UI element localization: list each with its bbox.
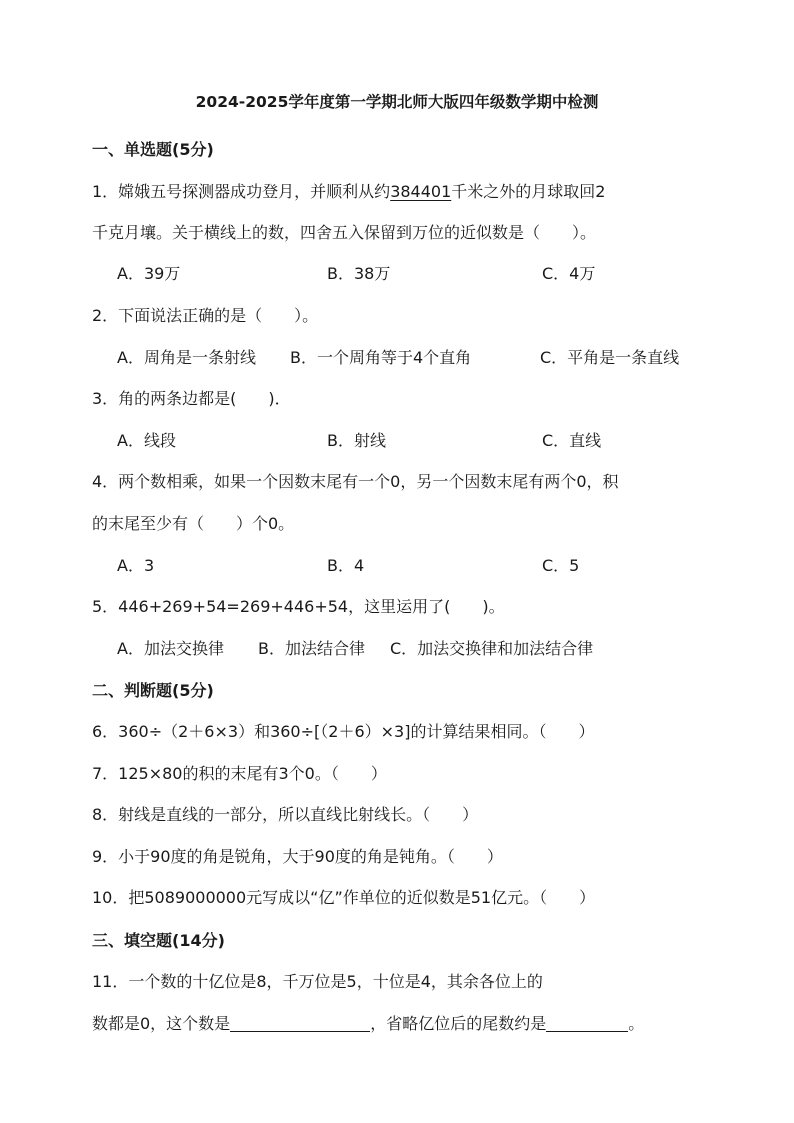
question-11-line-2 <box>92 1011 644 1034</box>
question-11-text-b: ，省略亿位后的尾数约是 <box>370 1014 547 1033</box>
question-3-stem: 3．角的两条边都是( )． <box>92 389 291 408</box>
question-11-text-a: 数都是0，这个数是 <box>92 1014 231 1033</box>
question-5-option-c[interactable]: C．加法交换律和加法结合律 <box>390 639 594 658</box>
question-2-option-a[interactable]: A．周角是一条射线 <box>117 348 256 367</box>
question-4-option-a[interactable]: A．3 <box>117 556 155 575</box>
question-11-text-c: 。 <box>628 1014 645 1033</box>
question-3-option-b[interactable]: B．射线 <box>327 431 386 450</box>
section-heading-true-false: 二、判断题(5分) <box>92 681 214 700</box>
question-2-stem: 2．下面说法正确的是（ ）。 <box>92 306 319 325</box>
question-7: 7．125×80的积的末尾有3个0。（ ） <box>92 764 387 783</box>
section-heading-single-choice: 一、单选题(5分) <box>92 140 214 159</box>
question-4-line-2: 的末尾至少有（ ）个0。 <box>92 514 295 533</box>
question-1-option-a[interactable]: A．39万 <box>117 264 181 283</box>
question-3-option-c[interactable]: C．直线 <box>542 431 602 450</box>
section-heading-fill-in: 三、填空题(14分) <box>92 931 225 950</box>
question-1-line-1 <box>92 179 605 202</box>
question-3-option-a[interactable]: A．线段 <box>117 431 176 450</box>
question-10: 10．把5089000000元写成以“亿”作单位的近似数是51亿元。（ ） <box>92 888 596 907</box>
page-title: 2024-2025学年度第一学期北师大版四年级数学期中检测 <box>195 93 599 111</box>
answer-blank-approximation[interactable] <box>546 1015 628 1032</box>
question-6: 6．360÷（2＋6×3）和360÷[（2＋6）×3]的计算结果相同。（ ） <box>92 722 595 741</box>
question-4-line-1: 4．两个数相乘，如果一个因数末尾有一个0，另一个因数末尾有两个0，积 <box>92 472 619 491</box>
question-1-option-c[interactable]: C．4万 <box>542 264 596 283</box>
question-1-line-2: 千克月壤。关于横线上的数，四舍五入保留到万位的近似数是（ ）。 <box>92 223 597 242</box>
question-9: 9．小于90度的角是锐角，大于90度的角是钝角。（ ） <box>92 847 503 866</box>
question-2-option-c[interactable]: C．平角是一条直线 <box>540 348 680 367</box>
question-8: 8．射线是直线的一部分，所以直线比射线长。（ ） <box>92 805 479 824</box>
question-1-text-pre: 1．嫦娥五号探测器成功登月，并顺利从约 <box>92 182 391 201</box>
question-1-underlined-number: 384401 <box>390 182 452 201</box>
question-1-text-post: 千米之外的月球取回2 <box>451 182 606 201</box>
answer-blank-number[interactable] <box>230 1015 370 1032</box>
question-5-option-a[interactable]: A．加法交换律 <box>117 639 224 658</box>
question-11-line-1: 11．一个数的十亿位是8，千万位是5，十位是4，其余各位上的 <box>92 972 543 991</box>
question-2-option-b[interactable]: B．一个周角等于4个直角 <box>290 348 472 367</box>
question-5-stem: 5．446+269+54=269+446+54，这里运用了( )。 <box>92 597 505 616</box>
question-4-option-b[interactable]: B．4 <box>327 556 365 575</box>
question-5-option-b[interactable]: B．加法结合律 <box>258 639 365 658</box>
question-4-option-c[interactable]: C．5 <box>542 556 580 575</box>
question-1-option-b[interactable]: B．38万 <box>327 264 391 283</box>
